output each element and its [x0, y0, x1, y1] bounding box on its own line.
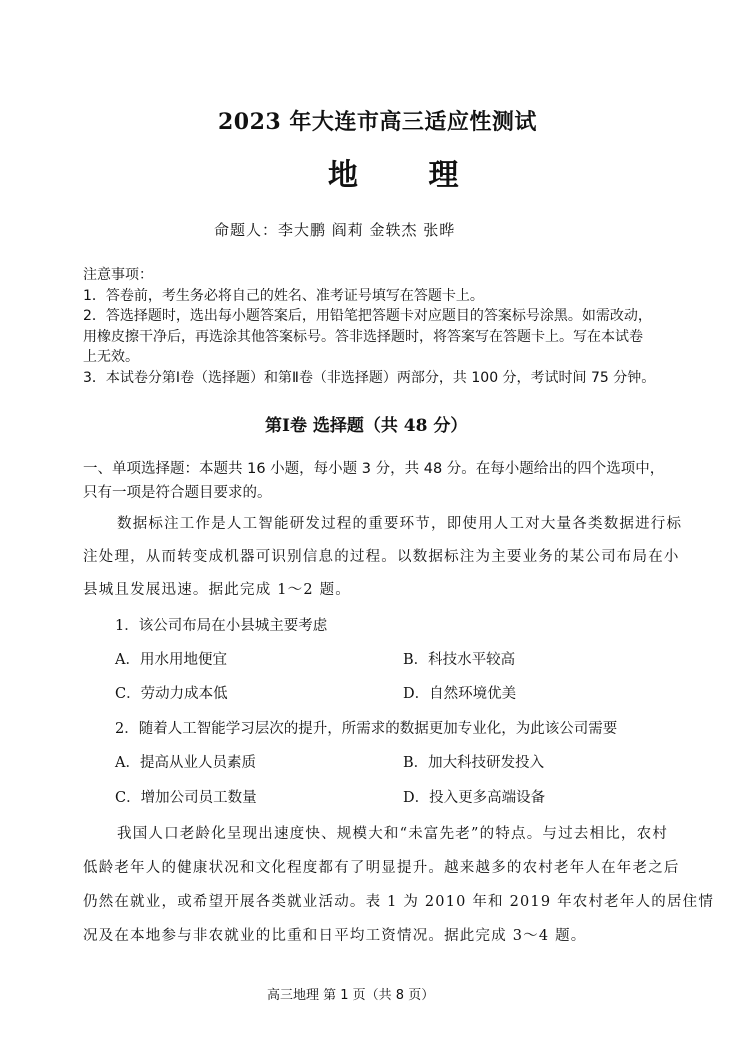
note-item: 上无效。 [83, 349, 139, 365]
question-1-option-c: C．劳动力成本低 [115, 686, 228, 702]
passage-2-line: 低龄老年人的健康状况和文化程度都有了明显提升。越来越多的农村老年人在年老之后 [83, 860, 680, 876]
passage-1-line: 数据标注工作是人工智能研发过程的重要环节，即使用人工对大量各类数据进行标 [117, 516, 683, 532]
note-item: 用橡皮擦干净后，再选涂其他答案标号。答非选择题时，将答案写在答题卡上。写在本试卷 [83, 328, 643, 345]
exam-title: 2023 年大连市高三适应性测试 [218, 109, 537, 135]
question-1-option-b: B．科技水平较高 [403, 652, 516, 668]
question-2-option-c: C．增加公司员工数量 [115, 790, 257, 806]
passage-1-line: 县城且发展迅速。据此完成 1～2 题。 [83, 582, 351, 598]
passage-2-line: 况及在本地参与非农就业的比重和日平均工资情况。据此完成 3～4 题。 [83, 928, 587, 944]
question-2-option-d: D．投入更多高端设备 [403, 790, 546, 806]
passage-2-line: 我国人口老龄化呈现出速度快、规模大和“未富先老”的特点。与过去相比，农村 [117, 826, 669, 842]
question-2-option-a: A．提高从业人员素质 [115, 755, 256, 771]
notes-block [83, 265, 655, 388]
question-stem-2: 2．随着人工智能学习层次的提升，所需求的数据更加专业化，为此该公司需要 [115, 721, 618, 737]
passage-2-line: 仍然在就业，或希望开展各类就业活动。表 1 为 2010 年和 2019 年农村老年人的居住情 [83, 894, 715, 910]
note-item: 1．答卷前，考生务必将自己的姓名、准考证号填写在答题卡上。 [83, 287, 484, 304]
note-item: 2．答选择题时，选出每小题答案后，用铅笔把答题卡对应题目的答案标号涂黑。如需改动， [83, 308, 652, 324]
question-2-option-b: B．加大科技研发投入 [403, 755, 545, 771]
passage-1-line: 注处理，从而转变成机器可识别信息的过程。以数据标注为主要业务的某公司布局在小 [83, 549, 680, 565]
section-title: 第Ⅰ卷 选择题（共 48 分） [265, 416, 468, 436]
authors-line: 命题人：李大鹏 阎莉 金轶杰 张晔 [214, 221, 456, 239]
subject-title: 地 理 [328, 158, 489, 193]
section-instruction-1: 一、单项选择题：本题共 16 小题，每小题 3 分，共 48 分。在每小题给出的四个选项中， [83, 461, 665, 477]
question-stem-1: 1．该公司布局在小县城主要考虑 [115, 618, 328, 634]
section-instruction-2: 只有一项是符合题目要求的。 [83, 485, 272, 501]
page-footer: 高三地理 第 1 页（共 8 页） [267, 988, 435, 1003]
notes-heading: 注意事项： [83, 267, 153, 283]
question-1-option-a: A．用水用地便宜 [115, 652, 227, 668]
note-item: 3．本试卷分第Ⅰ卷（选择题）和第Ⅱ卷（非选择题）两部分，共 100 分，考试时间 75 分钟。 [83, 369, 656, 386]
question-1-option-d: D．自然环境优美 [403, 686, 517, 702]
